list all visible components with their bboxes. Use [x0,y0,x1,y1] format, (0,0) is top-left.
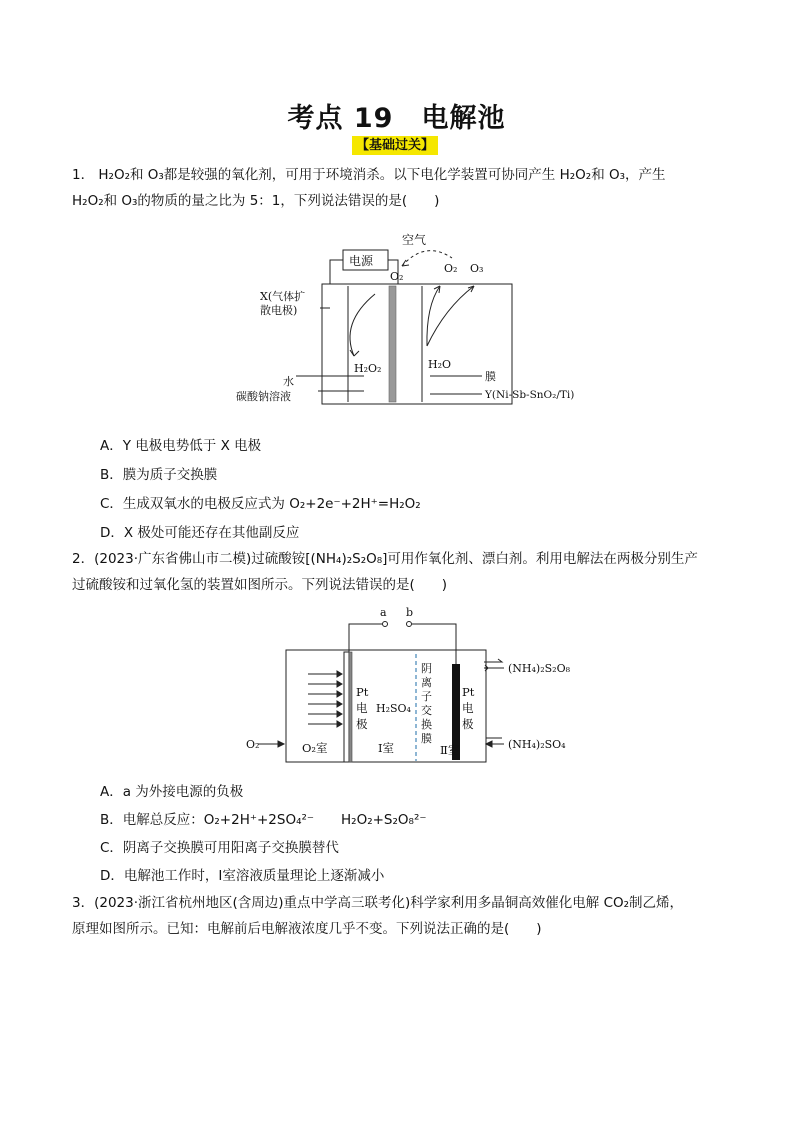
q3-stem [72,890,722,942]
membrane-char-6: 膜 [421,732,432,745]
q2-line2: 过硫酸铵和过氧化氢的装置如图所示。下列说法错误的是( ) [72,577,448,593]
q1-diagram [230,228,600,418]
terminal-b-label: b [406,606,414,619]
membrane-char-2: 离 [421,676,432,689]
page-title: 考点 19 电解池 [287,103,506,134]
q2-stem [72,546,722,598]
terminal-a-label: a [380,606,387,619]
o2-room-label: O₂室 [302,741,328,755]
q1-stem [72,162,722,214]
pt-right-3: 极 [462,717,474,731]
q1-line1: 1． H₂O₂和 O₃都是较强的氧化剂，可用于环境消杀。以下电化学装置可协同产生 H₂O₂和 O₃，产生 [72,167,666,183]
q2-line1: 2．(2023·广东省佛山市二模)过硫酸铵[(NH₄)₂S₂O₈]可用作氧化剂、漂白剂。利用电解法在两极分别生产 [72,551,698,567]
q2-option-d: D．电解池工作时，Ⅰ室溶液质量理论上逐渐减小 [100,868,385,884]
h2o2-label: H₂O₂ [354,362,382,375]
pt-right-1: Pt [462,685,475,699]
o3-label: O₃ [470,262,484,275]
q1-option-d: D．X 极处可能还存在其他副反应 [100,525,300,541]
q1-option-c: C．生成双氧水的电极反应式为 O₂+2e⁻+2H⁺=H₂O₂ [100,496,421,512]
q2-option-c: C．阴离子交换膜可用阳离子交换膜替代 [100,840,339,856]
q2-diagram [240,606,600,766]
y-electrode-label: Y(Ni-Sb-SnO₂/Ti) [485,389,575,401]
membrane-label: 膜 [485,370,496,383]
membrane-char-1: 阴 [421,662,432,675]
air-label: 空气 [402,233,427,247]
solution-label: 碳酸钠溶液 [236,390,291,403]
x-electrode-label-2: 散电极) [260,304,298,317]
membrane-char-4: 交 [421,704,432,717]
power-label: 电源 [349,254,374,268]
q1-option-b: B．膜为质子交换膜 [100,467,218,483]
q1-line2: H₂O₂和 O₃的物质的量之比为 5：1，下列说法错误的是( ) [72,193,440,209]
pt-left-2: 电 [356,701,368,715]
inlet-label: (NH₄)₂SO₄ [508,738,566,751]
pt-left-1: Pt [356,685,369,699]
section-tag: 【基础过关】 [352,136,438,155]
h2o-label: H₂O [428,358,452,371]
o2-left-label: O₂ [390,270,404,283]
o2-right-label: O₂ [444,262,458,275]
q2-option-b: B．电解总反应：O₂+2H⁺+2SO₄²⁻ H₂O₂+S₂O₈²⁻ [100,812,427,828]
o2-inlet-label: O₂ [246,738,260,751]
pt-right-2: 电 [462,701,474,715]
q3-line2: 原理如图所示。已知：电解前后电解液浓度几乎不变。下列说法正确的是( ) [72,921,542,937]
q1-option-a: A．Y 电极电势低于 X 电极 [100,438,262,454]
membrane-char-5: 换 [421,718,432,731]
outlet-label: (NH₄)₂S₂O₈ [508,662,570,675]
water-label: 水 [283,375,294,388]
room2-label: Ⅱ室 [440,743,460,757]
membrane-char-3: 子 [421,690,432,703]
h2so4-label: H₂SO₄ [376,702,411,715]
pt-left-3: 极 [356,717,368,731]
q2-option-a: A．a 为外接电源的负极 [100,784,244,800]
q3-line1: 3．(2023·浙江省杭州地区(含周边)重点中学高三联考化)科学家利用多晶铜高效催化电解 CO₂制乙烯， [72,895,684,911]
x-electrode-label-1: X(气体扩 [260,290,306,303]
room1-label: Ⅰ室 [378,741,395,755]
